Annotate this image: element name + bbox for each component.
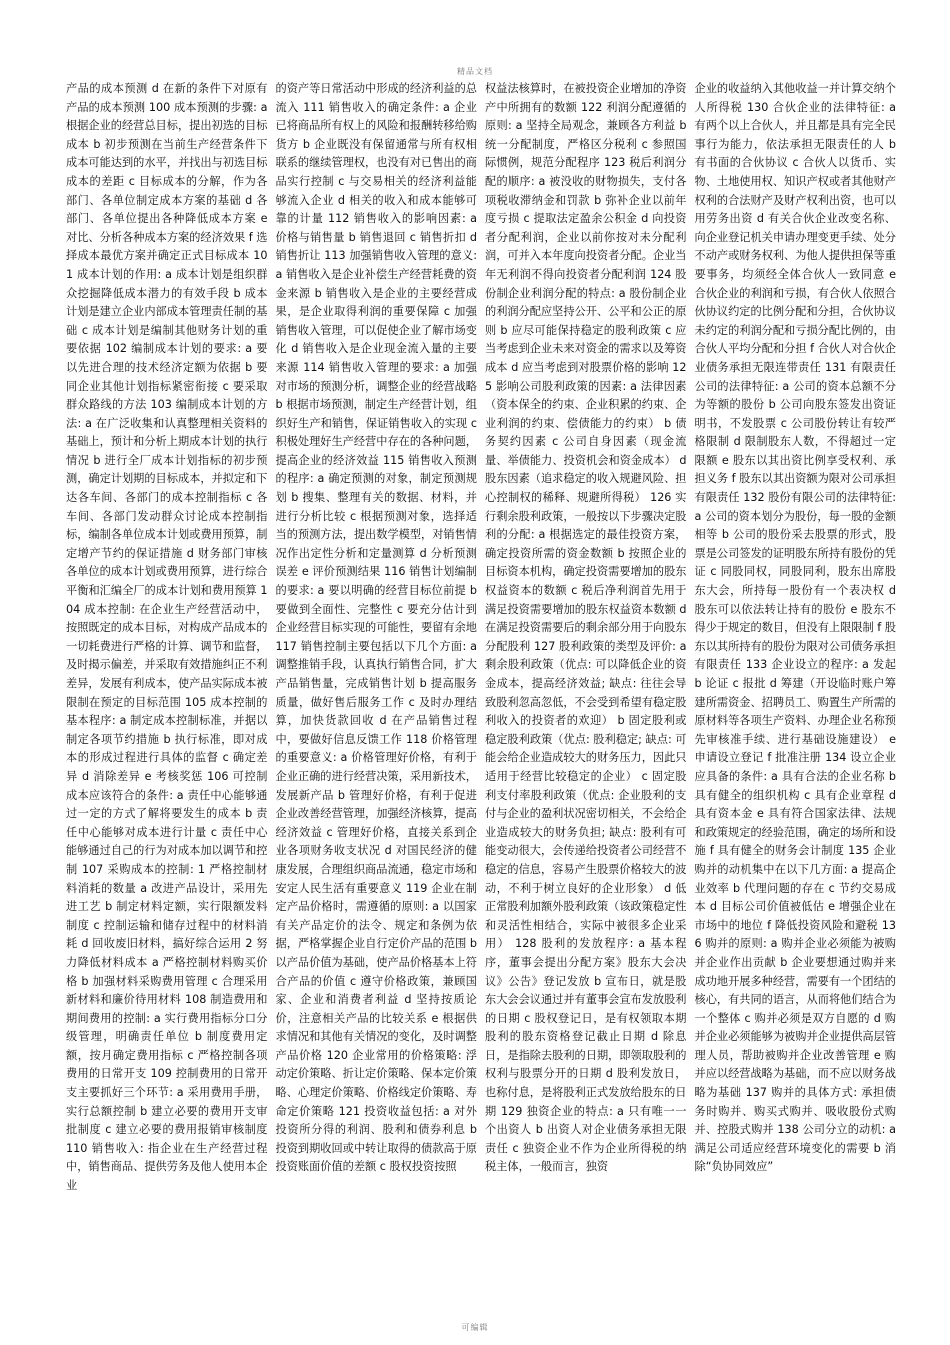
page-footer: 可编辑 (461, 1323, 489, 1332)
column-3 (485, 80, 687, 1312)
column-4-text: 企业的收益纳入其他收益一并计算交纳个人所得税 130 合伙企业的法律特征: a 有两个以上合伙人，并且都是具有完全民事行为能力，依法承担无限责任的人 b 有书面的合伙协议 c 合伙人以货币、实物、土地使用权、知识产权或者其他财产权利的合法财产及财产权利出资，也可以用劳务出资 d 有关合伙企业改变名称、向企业登记机关申请办理变更手续、处分不动产或财务权利、为他人提供担保等重要事务，均须经全体合伙人一致同意 e 合伙企业的利润和亏损，有合伙人依照合伙协议约定的比例分配和分担，合伙协议未约定的利润分配和亏损分配比例的，由合伙人平均分配和分担 f 合伙人对合伙企业债务承担无限连带责任 131 有限责任公司的法律特征: a 公司的资本总额不分为等额的股份 b 公司向股东签发出资证明书，不发股票 c 公司股份转让有较严格限制 d 限制股东人数，不得超过一定限额 e 股东以其出资比例享受权利、承担义务 f 股东以其出资额为限对公司承担有限责任 132 股份有限公司的法律特征: a 公司的资本划分为股份，每一股的金额相等 b 公司的股份采去股票的形式，股票是公司签发的证明股东所持有股份的凭证 c 同股同权，同股同利，股东出席股东大会，所持每一股份有一个表决权 d 股东可以依法转让持有的股份 e 股东不得少于规定的数目，但没有上限限制 f 股东以其所持有的股份为限对公司债务承担有限责任 133 企业设立的程序: a 发起 b 论证 c 报批 d 筹建（开设临时账户筹建所需资金、招聘员工、购置生产所需的原材料等各项生产资料、办理企业名称预先审核准手续、进行基础设施建设） e 申请设立登记 f 批准注册 134 设立企业应具备的条件: a 具有合法的企业名称 b 具有健全的组织机构 c 具有企业章程 d 具有资本金 e 具有符合国家法律、法规和政策规定的经验范围，确定的场所和设施 f 具有健全的财务会计制度 135 企业购并的动机集中在以下几方面: a 提高企业效率 b 代理问题的存在 c 节约交易成本 d 目标公司价值被低估 e 增强企业在市场中的地位 f 降低投资风险和避税 136 购并的原则: a 购并企业必须能为被购并企业作出贡献 b 企业要想通过购并来成功地开展多种经营，需要有一个团结的核心，有共同的语言，从而将他们结合为一个整体 c 购并必须是双方自愿的 d 购并企业必须能够为被购并企业提供高层管理人员，帮助被购并企业改善管理 e 购并应以经营战略为基础，而不应以财务战略为基础 137 购并的具体方式: 承担债务时购并、购买式购并、吸收股份式购并、控股式购并 138 公司分立的动机: a 满足公司适应经营环境变化的需要 b 消除“负协同效应” (694, 82, 896, 1174)
column-1 (66, 80, 268, 1312)
column-2 (276, 80, 478, 1312)
column-4 (695, 80, 897, 1312)
page-header: 精品文档 (457, 67, 493, 76)
text-columns (66, 80, 896, 1312)
column-3-text: 权益法核算时，在被投资企业增加的净资产中所拥有的数额 122 利润分配遵循的原则: a 坚持全局观念，兼顾各方利益 b 统一分配制度，严格区分税利 c 参照国际惯例，规范分配程序 123 税后利润分配的顺序: a 被没收的财物损失，支付各项税收滞纳金和罚款 b 弥补企业以前年度亏损 c 提取法定盈余公积金 d 向投资者分配利润，企业以前你按对未分配利润，可并入本年度向投资者分配。企业当年无利润不得向投资者分配利润 124 股份制企业利润分配的特点: a 股份制企业的利润分配应坚持公开、公平和公正的原则 b 应尽可能保持稳定的股利政策 c 应当考虑到企业未来对资金的需求以及筹资成本 d 应当考虑到对股票价格的影响 125 影响公司股利政策的因素: a 法律因素（资本保全的约束、企业积累的约束、企业利润的约束、偿债能力的约束） b 债务契约因素 c 公司自身因素（现金流量、举债能力、投资机会和资金成本） d 股东因素（追求稳定的收入规避风险、担心控制权的稀释、规避所得税） 126 实行剩余股利政策，一般按以下步骤决定股利的分配: a 根据选定的最佳投资方案，确定投资所需的资金数额 b 按照企业的目标资本机构，确定投资需要增加的股东权益资本的数额 c 税后净利润首先用于满足投资需要增加的股东权益资本数额 d 在满足投资需要后的剩余部分用于向股东分配股利 127 股利政策的类型及评价: a 剩余股利政策（优点: 可以降低企业的资金成本，提高经济效益; 缺点: 往往会导致股利忽高忽低，不会受到希望有稳定股利收入的投资者的欢迎） b 固定股利或稳定股利政策（优点: 股利稳定; 缺点: 可能会给企业造成较大的财务压力，因此只适用于经营比较稳定的企业） c 固定股利支付率股利政策（优点: 企业股利的支付与企业的盈利状况密切相关，不会给企业造成较大的财务负担; 缺点: 股利有可能变动很大，会传递给投资者公司经营不稳定的信息，容易产生股票价格较大的波动，不利于树立良好的企业形象） d 低正常股利加额外股利政策（该政策稳定性和灵活性相结合，实际中被很多企业采用） 128 股利的发放程序: a 基本程序，董事会提出分配方案》股东大会决议》公告》登记发放 b 宣布日，就是股东大会会议通过并有董事会宣布发放股利的日期 c 股权登记日，是有权领取本期股利的股东资格登记截止日期 d 除息日，是指除去股利的日期，即领取股利的权利与股票分开的日期 d 股利发放日，也称付息，是将股利正式发放给股东的日期 129 独资企业的特点: a 只有唯一一个出资人 b 出资人对企业债务承担无限责任 c 独资企业不作为企业所得税的纳税主体，一般而言，独资 (485, 82, 687, 1174)
column-2-text: 的资产等日常活动中形成的经济利益的总流入 111 销售收入的确定条件: a 企业已将商品所有权上的风险和报酬转移给购货方 b 企业既没有保留通常与所有权相联系的继续管理权，也没有对已售出的商品实行控制 c 与交易相关的经济利益能够流入企业 d 相关的收入和成本能够可靠的计量 112 销售收入的影响因素: a 价格与销售量 b 销售退回 c 销售折扣 d 销售折让 113 加强销售收入管理的意义: a 销售收入是企业补偿生产经营耗费的资金来源 b 销售收入是企业的主要经营成果，是企业取得利润的重要保障 c 加强销售收入管理，可以促使企业了解市场变化 d 销售收入是企业现金流入量的主要来源 114 销售收入管理的要求: a 加强对市场的预测分析，调整企业的经营战略 b 根据市场预测，制定生产经营计划，组织好生产和销售，保证销售收入的实现 c 积极处理好生产经营中存在的各种问题，提高企业的经济效益 115 销售收入预测的程序: a 确定预测的对象，制定预测规划 b 搜集、整理有关的数据、材料，并进行分析比较 c 根据预测对象，选择适当的预测方法，提出数学模型，对销售情况作出定性分析和定量测算 d 分析预测误差 e 评价预测结果 116 销售计划编制的要求: a 要以明确的经营目标位前提 b 要做到全面性、完整性 c 要充分估计到企业经营目标实现的可能性，要留有余地 117 销售控制主要包括以下几个方面: a 调整推销手段，认真执行销售合同，扩大产品销售量，完成销售计划 b 提高服务质量，做好售后服务工作 c 及时办理结算，加快货款回收 d 在产品销售过程中，要做好信息反馈工作 118 价格管理的重要意义: a 价格管理好价格，有利于企业正确的进行经营决策，采用新技术，发展新产品 b 管理好价格，有利于促进企业改善经营管理，加强经济核算，提高经济效益 c 管理好价格，直接关系到企业各项财务收支状况 d 对国民经济的健康发展，合理组织商品流通，稳定市场和安定人民生活有重要意义 119 企业在制定产品价格时，需遵循的原则: a 以国家有关产品定价的法令、规定和条例为依据，严格掌握企业自行定价产品的范围 b 以产品价值为基础，使产品价格基本上符合产品的价值 c 遵守价格政策，兼顾国家、企业和消费者利益 d 坚持按质论价，注意相关产品的比较关系 e 根据供求情况和其他有关情况的变化，及时调整产品价格 120 企业常用的价格策略: 浮动定价策略、折让定价策略、保本定价策略、心理定价策略、价格线定价策略、寿命定价策略 121 投资收益包括: a 对外投资所分得的利润、股利和债券利息 b 投资到期收回或中转让取得的债款高于原投资账面价值的差额 c 股权投资按照 (275, 82, 477, 1174)
column-1-text: 产品的成本预测 d 在新的条件下对原有产品的成本预测 100 成本预测的步骤: a 根据企业的经营总目标，提出初选的目标成本 b 初步预测在当前生产经营条件下成本可能达到的水平，并找出与初选目标成本的差距 c 目标成本的分解，作为各部门、各单位制定成本方案的基础 d 各部门、各单位提出各种降低成本方案 e 对比、分析各种成本方案的经济效果 f 选择成本最优方案并确定正式目标成本 101 成本计划的作用: a 成本计划是组织群众挖掘降低成本潜力的有效手段 b 成本计划是建立企业内部成本管理责任制的基础 c 成本计划是编制其他财务计划的重要依据 102 编制成本计划的要求: a 要以先进合理的技术经济定额为依据 b 要同企业其他计划指标紧密衔接 c 要采取群众路线的方法 103 编制成本计划的方法: a 在广泛收集和认真整理相关资料的基础上，预计和分析上期成本计划的执行情况 b 进行全厂成本计划指标的初步预测，确定计划期的目标成本，并拟定和下达各车间、各部门的成本控制指标 c 各车间、各部门发动群众讨论成本控制指标，编制各单位成本计划或费用预算，制定增产节约的保证措施 d 财务部门审核各单位的成本计划或费用预算，进行综合平衡和汇编全厂的成本计划和费用预算 104 成本控制: 在企业生产经营活动中，按照既定的成本目标，对构成产品成本的一切耗费进行严格的计算、调节和监督，及时揭示偏差，并采取有效措施纠正不利差异，发展有利成本，使产品实际成本被限制在预定的目标范围 105 成本控制的基本程序: a 制定成本控制标准，并据以制定各项节约措施 b 执行标准，即对成本的形成过程进行具体的监督 c 确定差异 d 消除差异 e 考核奖惩 106 可控制成本应该符合的条件: a 责任中心能够通过一定的方式了解将要发生的成本 b 责任中心能够对成本进行计量 c 责任中心能够通过自己的行为对成本加以调节和控制 107 采购成本的控制: 1 严格控制材料消耗的数量 a 改进产品设计，采用先进工艺 b 制定材料定额，实行限额发料制度 c 控制运输和储存过程中的材料消耗 d 回收废旧材料，搞好综合运用 2 努力降低材料成本 a 严格控制材料购买价格 b 加强材料采购费用管理 c 合理采用新材料和廉价待用材料 108 制造费用和期间费用的控制: a 实行费用指标分口分级管理，明确责任单位 b 制度费用定额，按月确定费用指标 c 严格控制各项费用的日常开支 109 控制费用的日常开支主要抓好三个环节: a 采用费用手册，实行总额控制 b 建立必要的费用开支审批制度 c 建立必要的费用报销审核制度 110 销售收入: 指企业在生产经营过程中，销售商品、提供劳务及他人使用本企业 (66, 82, 268, 1193)
